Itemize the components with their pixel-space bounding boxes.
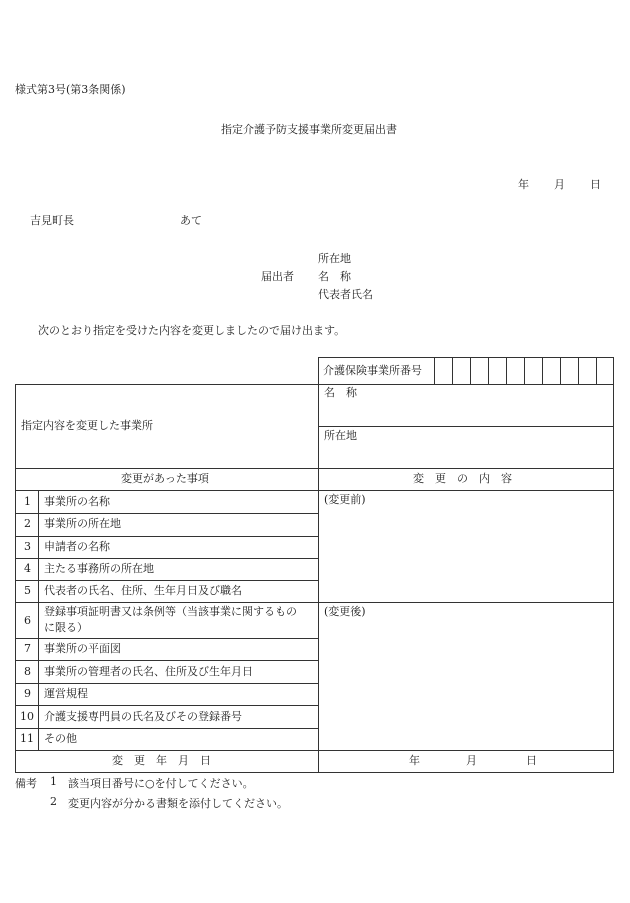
item-no: 11 xyxy=(20,732,34,745)
notifier-name-label: 名 称 xyxy=(318,270,351,283)
note-no: 2 xyxy=(50,795,57,808)
addressee-suffix: あて xyxy=(180,214,202,227)
office-number-label: 介護保険事業所番号 xyxy=(323,364,422,377)
item-no: 4 xyxy=(24,562,31,575)
item-text: 代表者の氏名、住所、生年月日及び職名 xyxy=(44,584,242,597)
item-text: 申請者の名称 xyxy=(44,540,110,553)
change-date-month: 月 xyxy=(466,754,477,767)
note-text: 変更内容が分かる書類を添付してください。 xyxy=(68,797,288,810)
changed-items-header: 変更があった事項 xyxy=(121,472,209,485)
addressee-name: 吉見町長 xyxy=(30,214,74,227)
note-text: 該当項目番号に○を付してください。 xyxy=(68,777,254,790)
item-text: 介護支援専門員の氏名及びその登録番号 xyxy=(44,710,242,723)
item-text: 主たる事務所の所在地 xyxy=(44,562,154,575)
notifier-label: 届出者 xyxy=(261,270,294,283)
notifier-address-label: 所在地 xyxy=(318,252,351,265)
item-no: 10 xyxy=(20,710,34,723)
item-no: 8 xyxy=(24,665,31,678)
item-no: 9 xyxy=(24,687,31,700)
date-day: 日 xyxy=(590,178,601,191)
change-date-year: 年 xyxy=(409,754,420,767)
page-title: 指定介護予防支援事業所変更届出書 xyxy=(221,123,397,136)
date-month: 月 xyxy=(554,178,565,191)
change-date-label: 変 更 年 月 日 xyxy=(112,754,211,767)
change-date-day: 日 xyxy=(526,754,537,767)
after-label: (変更後) xyxy=(324,605,366,618)
item-text: 登録事項証明書又は条例等（当該事業に関するもの xyxy=(44,605,297,618)
changed-office-label: 指定内容を変更した事業所 xyxy=(21,419,153,432)
item-text: その他 xyxy=(44,732,77,745)
item-no: 3 xyxy=(24,540,31,553)
item-no: 2 xyxy=(24,517,31,530)
date-year: 年 xyxy=(518,178,529,191)
item-text: 事業所の平面図 xyxy=(44,642,121,655)
intro-text: 次のとおり指定を受けた内容を変更しましたので届け出ます。 xyxy=(38,324,346,337)
item-text: 事業所の所在地 xyxy=(44,517,121,530)
before-label: (変更前) xyxy=(324,493,366,506)
notes-label: 備考 xyxy=(15,777,37,790)
office-name-label: 名 称 xyxy=(324,386,357,399)
office-address-label: 所在地 xyxy=(324,429,357,442)
item-no: 1 xyxy=(24,495,31,508)
change-content-header: 変 更 の 内 容 xyxy=(413,472,512,485)
item-text: 事業所の名称 xyxy=(44,495,110,508)
item-text: 運営規程 xyxy=(44,687,88,700)
form-number: 様式第3号(第3条関係) xyxy=(15,83,126,96)
item-no: 5 xyxy=(24,584,31,597)
item-no: 7 xyxy=(24,642,31,655)
item-text-continued: に限る） xyxy=(44,621,88,634)
note-no: 1 xyxy=(50,775,57,788)
item-no: 6 xyxy=(24,614,31,627)
notifier-rep-label: 代表者氏名 xyxy=(318,288,373,301)
item-text: 事業所の管理者の氏名、住所及び生年月日 xyxy=(44,665,253,678)
